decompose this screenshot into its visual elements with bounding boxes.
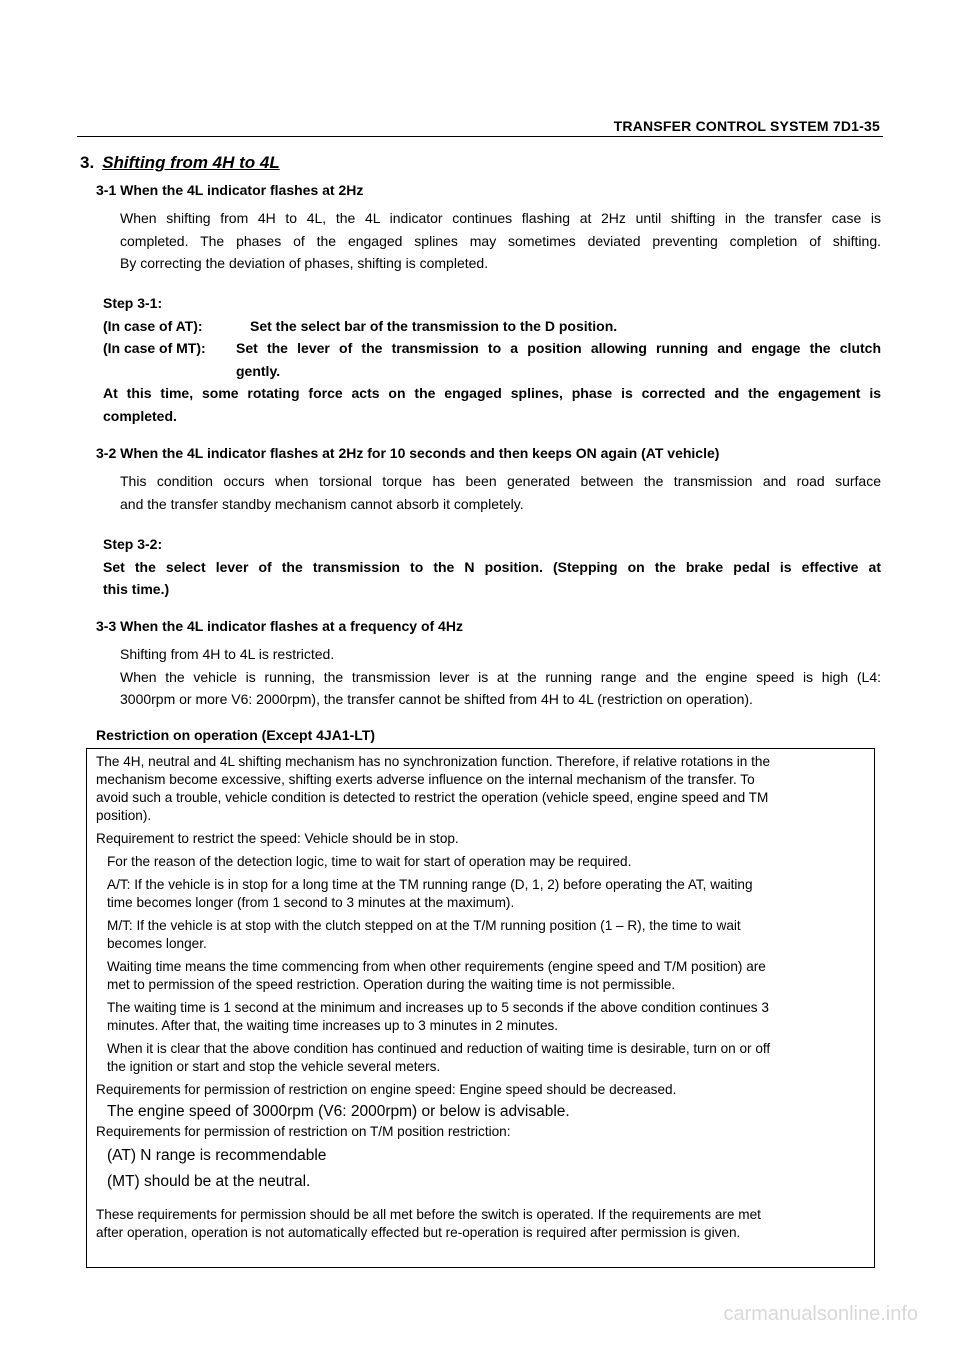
page-header-title: TRANSFER CONTROL SYSTEM 7D1-35 xyxy=(613,118,880,134)
subsection-3-3-body xyxy=(120,643,881,711)
speed-item xyxy=(107,853,870,871)
speed-item xyxy=(107,917,870,953)
section-number: 3. xyxy=(80,153,95,172)
mt-instruction-cont: gently. xyxy=(236,362,281,379)
section-title-text: Shifting from 4H to 4L xyxy=(102,153,280,172)
body-line: When the vehicle is running, the transmission lever is at the running range and the engine speed is high (L4: xyxy=(120,668,881,685)
speed-item xyxy=(107,958,870,994)
speed-item xyxy=(107,876,870,912)
speed-item-line: When it is clear that the above condition has continued and reduction of waiting time is desirable, turn on or off xyxy=(107,1041,771,1056)
speed-item-line: time becomes longer (from 1 second to 3 minutes at the maximum). xyxy=(107,895,515,910)
subsection-3-3-heading: 3-3 When the 4L indicator flashes at a frequency of 4Hz xyxy=(96,618,463,634)
speed-item-line: minutes. After that, the waiting time increases up to 3 minutes in 2 minutes. xyxy=(107,1018,559,1033)
final-line: These requirements for permission should be all met before the switch is operated. If the requirements are met xyxy=(96,1207,761,1222)
at-instruction: Set the select bar of the transmission to the D position. xyxy=(250,317,618,334)
subsection-3-2-body xyxy=(120,470,881,515)
at-label: (In case of AT): xyxy=(103,317,203,334)
step-label: Step 3-1: xyxy=(103,295,163,311)
speed-item-line: M/T: If the vehicle is at stop with the clutch stepped on at the T/M running position (1 – R), the time to wait xyxy=(107,918,741,933)
tm-requirement: Requirements for permission of restriction on T/M position restriction: xyxy=(96,1124,511,1139)
engine-requirement: Requirements for permission of restriction on engine speed: Engine speed should be decreased. xyxy=(96,1082,677,1097)
speed-item xyxy=(107,999,870,1035)
tm-item-mt: (MT) should be at the neutral. xyxy=(107,1173,311,1190)
restriction-heading: Restriction on operation (Except 4JA1-LT) xyxy=(96,727,375,743)
restriction-box xyxy=(86,748,875,1268)
restriction-content xyxy=(96,753,870,1242)
speed-item-line: becomes longer. xyxy=(107,936,207,951)
tm-item-at: (AT) N range is recommendable xyxy=(107,1147,327,1164)
step-at-row xyxy=(103,315,881,338)
subsection-3-2-heading: 3-2 When the 4L indicator flashes at 2Hz for 10 seconds and then keeps ON again (AT vehicle) xyxy=(96,445,720,461)
body-line: and the transfer standby mechanism cannot absorb it completely. xyxy=(120,495,524,512)
step-3-1 xyxy=(103,292,881,427)
final-line: after operation, operation is not automatically effected but re-operation is required after permission is given. xyxy=(96,1225,741,1240)
speed-item-line: The waiting time is 1 second at the minimum and increases up to 5 seconds if the above condition continues 3 xyxy=(107,1000,769,1015)
body-line: When shifting from 4H to 4L, the 4L indicator continues flashing at 2Hz until shifting in the transfer case is xyxy=(120,210,881,226)
body-line: This condition occurs when torsional torque has been generated between the transmission and road surface xyxy=(120,473,881,489)
intro-line: The 4H, neutral and 4L shifting mechanism has no synchronization function. Therefore, if relative rotations in the xyxy=(96,754,771,769)
step-label: Step 3-2: xyxy=(103,536,163,552)
step-mt-row xyxy=(103,337,881,382)
speed-item-line: For the reason of the detection logic, time to wait for start of operation may be required. xyxy=(107,854,632,869)
step-instruction: Set the select lever of the transmission to the N position. (Stepping on the brake pedal is effective at xyxy=(103,558,881,575)
subsection-3-1-body xyxy=(120,207,881,275)
step-3-2 xyxy=(103,533,881,601)
engine-item: The engine speed of 3000rpm (V6: 2000rpm) or below is advisable. xyxy=(107,1103,570,1120)
restriction-intro xyxy=(96,753,870,825)
header-divider xyxy=(77,136,883,137)
step-note: At this time, some rotating force acts on the engaged splines, phase is corrected and the engagement is xyxy=(103,385,881,401)
mt-label: (In case of MT): xyxy=(103,340,206,356)
step-instruction-cont: this time.) xyxy=(103,581,170,597)
speed-requirement: Requirement to restrict the speed: Vehicle should be in stop. xyxy=(96,831,459,846)
subsection-3-1-heading: 3-1 When the 4L indicator flashes at 2Hz xyxy=(96,182,364,198)
body-line: Shifting from 4H to 4L is restricted. xyxy=(120,646,335,662)
body-line: 3000rpm or more V6: 2000rpm), the transfer cannot be shifted from 4H to 4L (restriction on operation). xyxy=(120,691,753,707)
section-title xyxy=(80,153,280,173)
mt-instruction: Set the lever of the transmission to a position allowing running and engage the clutch xyxy=(236,340,881,356)
watermark-text: carmanualsonline.info xyxy=(723,1303,918,1325)
speed-item-line: the ignition or start and stop the vehicle several meters. xyxy=(107,1059,441,1074)
speed-item-line: met to permission of the speed restriction. Operation during the waiting time is not permissible. xyxy=(107,977,676,992)
intro-line: position). xyxy=(96,808,152,823)
step-note-cont: completed. xyxy=(103,407,177,424)
speed-item-line: A/T: If the vehicle is in stop for a long time at the TM running range (D, 1, 2) before operating the AT, waiting xyxy=(107,877,753,892)
body-line: completed. The phases of the engaged splines may sometimes deviated preventing completion of shifting. xyxy=(120,232,881,249)
speed-item xyxy=(107,1040,870,1076)
intro-line: mechanism become excessive, shifting exerts adverse influence on the internal mechanism of the transfer. To xyxy=(96,772,755,787)
body-line: By correcting the deviation of phases, shifting is completed. xyxy=(120,255,489,271)
speed-item-line: Waiting time means the time commencing from when other requirements (engine speed and T/M position) are xyxy=(107,959,766,974)
restriction-final xyxy=(96,1206,870,1242)
intro-line: avoid such a trouble, vehicle condition is detected to restrict the operation (vehicle speed, engine speed and TM xyxy=(96,790,769,805)
